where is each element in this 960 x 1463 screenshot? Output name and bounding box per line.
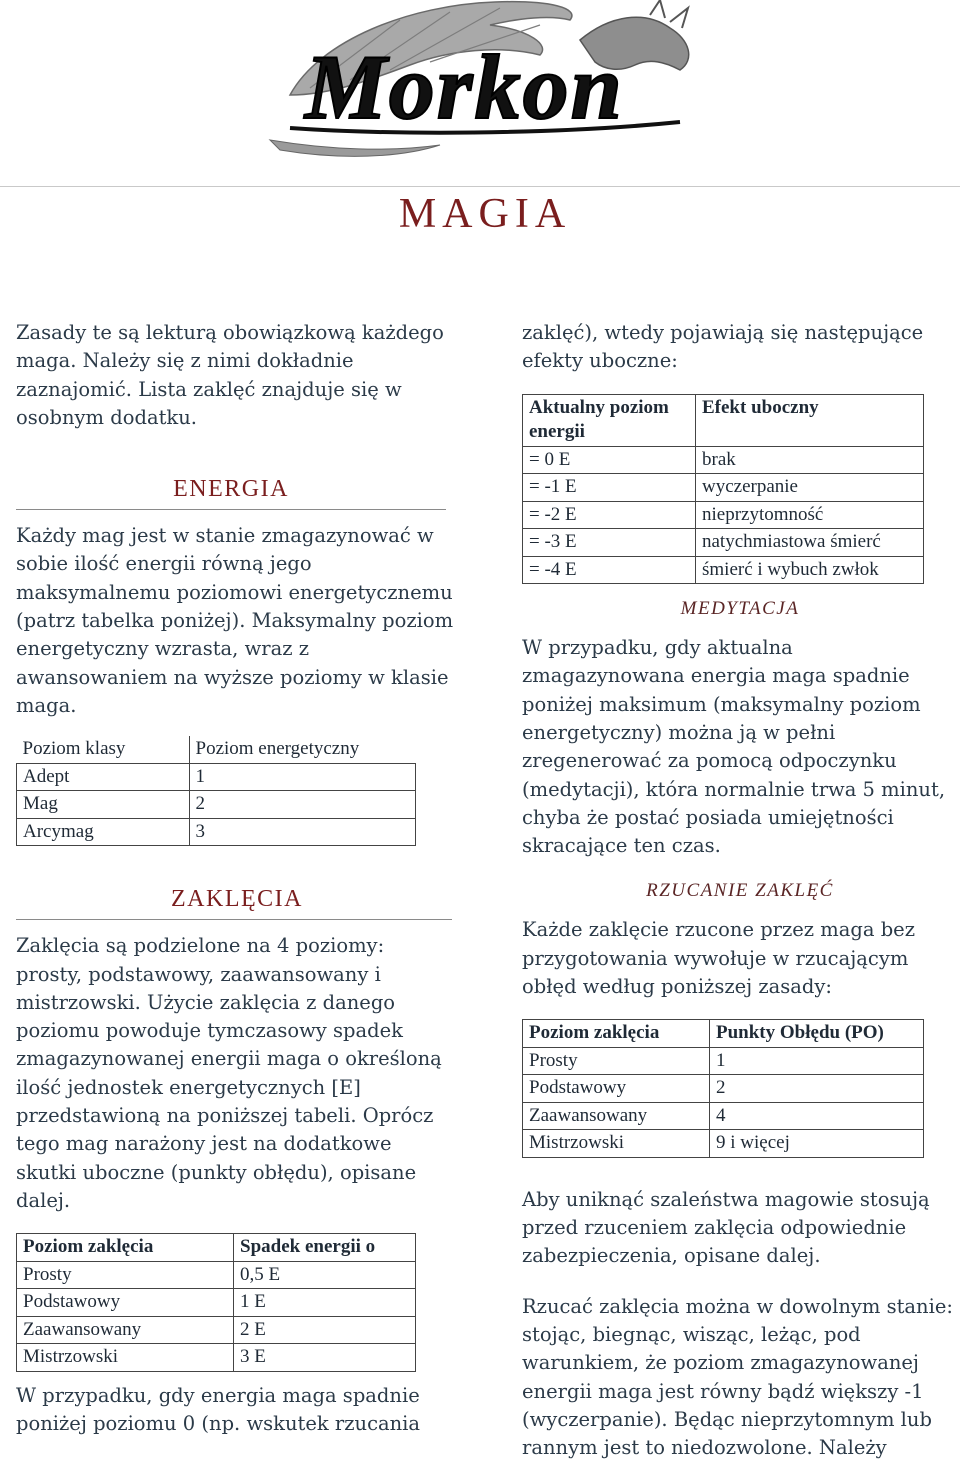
table-header-cell: Poziom energetyczny (189, 736, 416, 763)
table-cell: 1 E (234, 1289, 416, 1317)
table-header-cell: Efekt uboczny (696, 394, 924, 446)
morkon-logo (250, 0, 710, 165)
table-header-cell: Poziom klasy (17, 736, 190, 763)
table-row (17, 818, 416, 846)
rzucanie-paragraph: Każde zaklęcie rzucone przez maga bez przygotowania wywołuje w rzucającym obłęd według poniższej zasady: (522, 918, 915, 999)
table-cell: nieprzytomność (696, 501, 924, 529)
energy-drop-table (16, 1233, 416, 1372)
table-cell: = -4 E (523, 556, 696, 584)
table-cell: 0,5 E (234, 1261, 416, 1289)
table-cell: 1 (189, 763, 416, 791)
table-header-cell: Punkty Obłędu (PO) (710, 1020, 924, 1048)
table-cell: Prosty (523, 1047, 710, 1075)
table-header-cell: Aktualny poziom energii (523, 394, 696, 446)
table-cell: Podstawowy (17, 1289, 234, 1317)
table-row (523, 1047, 924, 1075)
table-cell: 4 (710, 1102, 924, 1130)
svg-text:Morkon: Morkon (305, 36, 624, 138)
table-header-cell: Poziom zaklęcia (17, 1234, 234, 1262)
section-heading-energia (16, 476, 446, 510)
table-row (17, 791, 416, 819)
table-row (523, 501, 924, 529)
table-cell: Zaawansowany (523, 1102, 710, 1130)
title-divider (0, 186, 960, 187)
zaklecia-heading-text: ZAKLĘCIA (171, 886, 303, 913)
zaklecia-paragraph: Zaklęcia są podzielone na 4 poziomy: prosty, podstawowy, zaawansowany i mistrzowski. Użycie zaklęcia z danego poziomu powoduje tymczasowy spadek zmagazynowanej energii maga o określoną ilość jednostek energetycznych [E] przedstawioną na poniższej tabeli. Oprócz tego mag narażony jest na dodatkowe skutki uboczne (punkty obłędu), opisane dalej. (16, 934, 442, 1212)
class-level-table (16, 736, 416, 846)
table-cell: 9 i więcej (710, 1130, 924, 1158)
tail-paragraph: W przypadku, gdy energia maga spadnie poniżej poziomu 0 (np. wskutek rzucania (16, 1383, 421, 1436)
intro-paragraph: Zasady te są lekturą obowiązkową każdego maga. Należy się z nimi dokładnie zaznajomić. Lista zaklęć znajduje się w osobnym dodatku. (16, 321, 444, 429)
safeguards-paragraph: Aby uniknąć szaleństwa magowie stosują przed rzuceniem zaklęcia odpowiednie zabezpieczenia, opisane dalej. (522, 1187, 930, 1268)
table-cell: 2 E (234, 1316, 416, 1344)
table-cell: Mistrzowski (17, 1344, 234, 1372)
table-cell: 1 (710, 1047, 924, 1075)
section-heading-zaklecia (16, 886, 452, 920)
table-header-cell: Poziom zaklęcia (523, 1020, 710, 1048)
medytacja-paragraph: W przypadku, gdy aktualna zmagazynowana energia maga spadnie poniżej maksimum (maksymalny poziom energetyczny) można ją w pełni zregenerować za pomocą odpoczynku (medytacji), która normalnie trwa 5 minut, chyba że postać posiada umiejętności skracające ten czas. (522, 636, 946, 858)
energia-heading-text: ENERGIA (173, 476, 289, 503)
table-row (17, 763, 416, 791)
table-row (17, 1261, 416, 1289)
table-row (523, 1102, 924, 1130)
table-cell: 2 (189, 791, 416, 819)
table-cell: natychmiastowa śmierć (696, 529, 924, 557)
table-row (17, 1289, 416, 1317)
madness-points-table (522, 1019, 924, 1158)
table-cell: Zaawansowany (17, 1316, 234, 1344)
table-row (523, 474, 924, 502)
table-header-row (17, 1234, 416, 1262)
table-cell: wyczerpanie (696, 474, 924, 502)
table-cell: śmierć i wybuch zwłok (696, 556, 924, 584)
table-cell: Mistrzowski (523, 1130, 710, 1158)
table-cell: Arcymag (17, 818, 190, 846)
table-row (523, 556, 924, 584)
table-cell: Prosty (17, 1261, 234, 1289)
table-cell: 2 (710, 1075, 924, 1103)
page-title: MAGIA (398, 191, 572, 237)
table-header-row (523, 394, 924, 446)
casting-state-paragraph: Rzucać zaklęcia można w dowolnym stanie: stojąc, biegnąc, wisząc, leżąc, pod warunkiem, że poziom zmagazynowanej energii maga jest równy bądź większy -1 (wyczerpanie). Będąc nieprzytomnym lub rannym jest to niedozwolone. Należy (522, 1294, 953, 1460)
subheading-rzucanie: RZUCANIE ZAKLĘĆ (646, 880, 834, 902)
table-row (17, 1316, 416, 1344)
table-cell: = -1 E (523, 474, 696, 502)
subheading-medytacja: MEDYTACJA (680, 598, 800, 620)
table-row (523, 1130, 924, 1158)
table-cell: = 0 E (523, 446, 696, 474)
table-cell: 3 (189, 818, 416, 846)
table-header-row (523, 1020, 924, 1048)
left-column (16, 318, 456, 1438)
table-cell: Podstawowy (523, 1075, 710, 1103)
table-cell: = -2 E (523, 501, 696, 529)
table-row (17, 1344, 416, 1372)
side-effects-table (522, 394, 924, 585)
table-header-row (17, 736, 416, 763)
table-cell: Mag (17, 791, 190, 819)
table-cell: = -3 E (523, 529, 696, 557)
table-row (523, 446, 924, 474)
right-column (522, 318, 958, 1463)
table-cell: Adept (17, 763, 190, 791)
table-header-cell: Spadek energii o (234, 1234, 416, 1262)
table-row (523, 1075, 924, 1103)
table-cell: brak (696, 446, 924, 474)
table-cell: 3 E (234, 1344, 416, 1372)
table-row (523, 529, 924, 557)
continuation-paragraph: zaklęć), wtedy pojawiają się następujące efekty uboczne: (522, 321, 924, 373)
dragon-logo-icon (250, 0, 710, 165)
energia-paragraph: Każdy mag jest w stanie zmagazynować w sobie ilość energii równą jego maksymalnemu poziomowi energetycznemu (patrz tabelka poniżej). Maksymalny poziom energetyczny wzrasta, wraz z awansowaniem na wyższe poziomy w klasie maga. (16, 524, 454, 717)
